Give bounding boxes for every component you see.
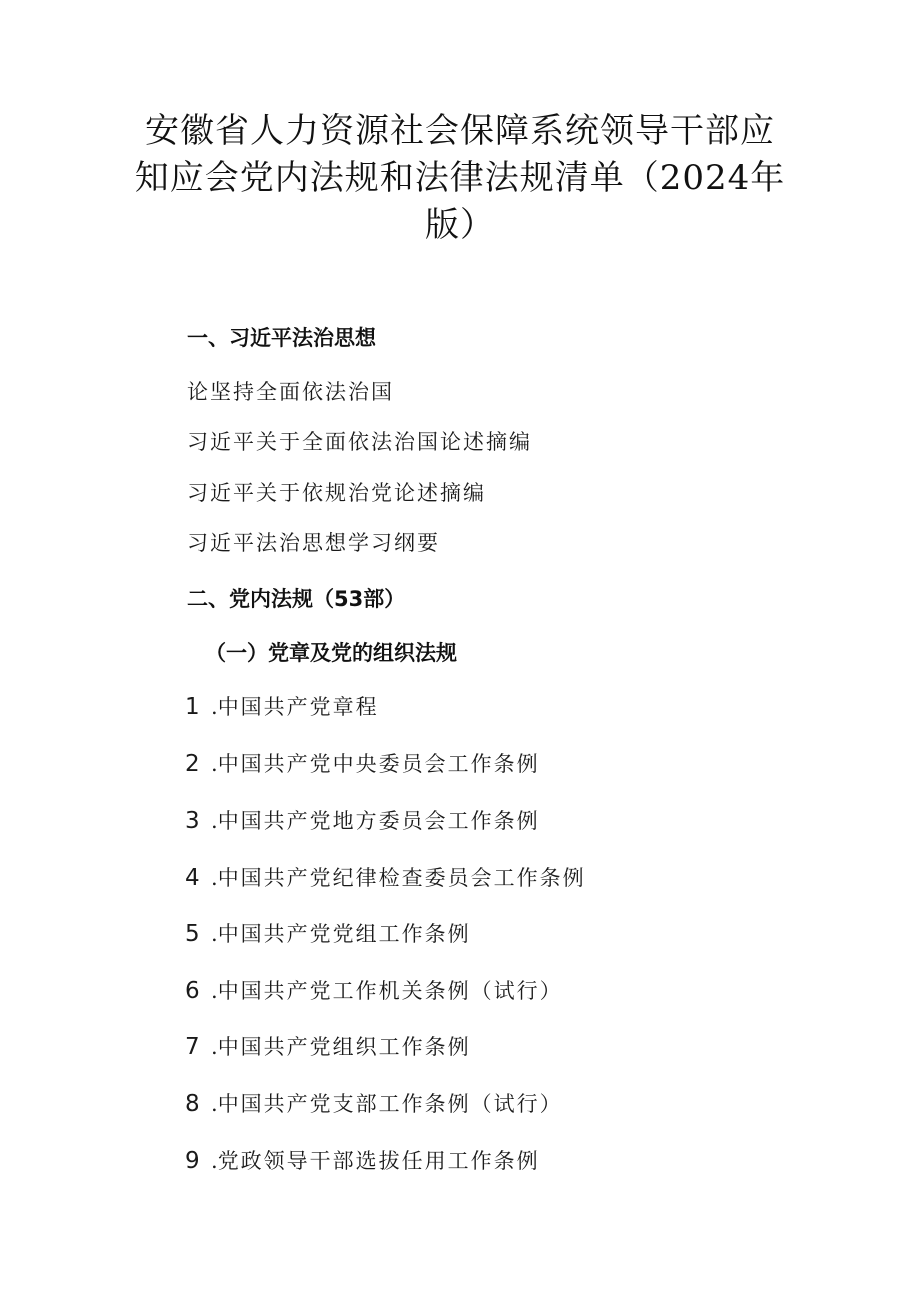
section-heading-party-regulations: 二、党内法规（53部） — [187, 587, 406, 611]
list-item: 5 .中国共产党党组工作条例 — [185, 921, 471, 947]
item-number: 9 — [185, 1148, 200, 1174]
title-line-3: 版） — [425, 205, 495, 245]
title-line-2: 知应会党内法规和法律法规清单（2024年 — [134, 158, 786, 198]
item-text: 党政领导干部选拔任用工作条例 — [217, 1149, 540, 1173]
list-item: 习近平关于依规治党论述摘编 — [187, 481, 486, 505]
list-item: 习近平法治思想学习纲要 — [187, 531, 440, 555]
list-item: 9 .党政领导干部选拔任用工作条例 — [185, 1148, 540, 1174]
list-item: 4 .中国共产党纪律检查委员会工作条例 — [185, 865, 586, 891]
item-text: 中国共产党党组工作条例 — [217, 922, 471, 946]
item-text: 中国共产党中央委员会工作条例 — [217, 752, 540, 776]
list-item: 1 .中国共产党章程 — [185, 694, 379, 720]
list-item: 7 .中国共产党组织工作条例 — [185, 1034, 471, 1060]
list-item: 3 .中国共产党地方委员会工作条例 — [185, 808, 540, 834]
list-item: 6 .中国共产党工作机关条例（试行） — [185, 978, 563, 1004]
list-item: 习近平关于全面依法治国论述摘编 — [187, 430, 532, 454]
title-line-1: 安徽省人力资源社会保障系统领导干部应 — [145, 111, 775, 151]
item-text: 中国共产党纪律检查委员会工作条例 — [217, 866, 586, 890]
item-text: 中国共产党组织工作条例 — [217, 1035, 471, 1059]
item-number: 2 — [185, 751, 200, 777]
list-item: 2 .中国共产党中央委员会工作条例 — [185, 751, 540, 777]
item-number: 8 — [185, 1091, 200, 1117]
item-number: 4 — [185, 865, 200, 891]
list-item: 论坚持全面依法治国 — [187, 380, 394, 404]
item-number: 5 — [185, 921, 200, 947]
item-text: 中国共产党工作机关条例（试行） — [217, 979, 563, 1003]
section-heading-xi-thought: 一、习近平法治思想 — [187, 326, 376, 350]
list-item: 8 .中国共产党支部工作条例（试行） — [185, 1091, 563, 1117]
document-title — [130, 108, 790, 249]
item-text: 中国共产党地方委员会工作条例 — [217, 809, 540, 833]
subsection-heading-party-constitution: （一）党章及党的组织法规 — [205, 641, 457, 665]
item-number: 3 — [185, 808, 200, 834]
item-text: 中国共产党支部工作条例（试行） — [217, 1092, 563, 1116]
item-text: 中国共产党章程 — [217, 695, 379, 719]
item-number: 7 — [185, 1034, 200, 1060]
item-number: 1 — [185, 694, 200, 720]
item-number: 6 — [185, 978, 200, 1004]
